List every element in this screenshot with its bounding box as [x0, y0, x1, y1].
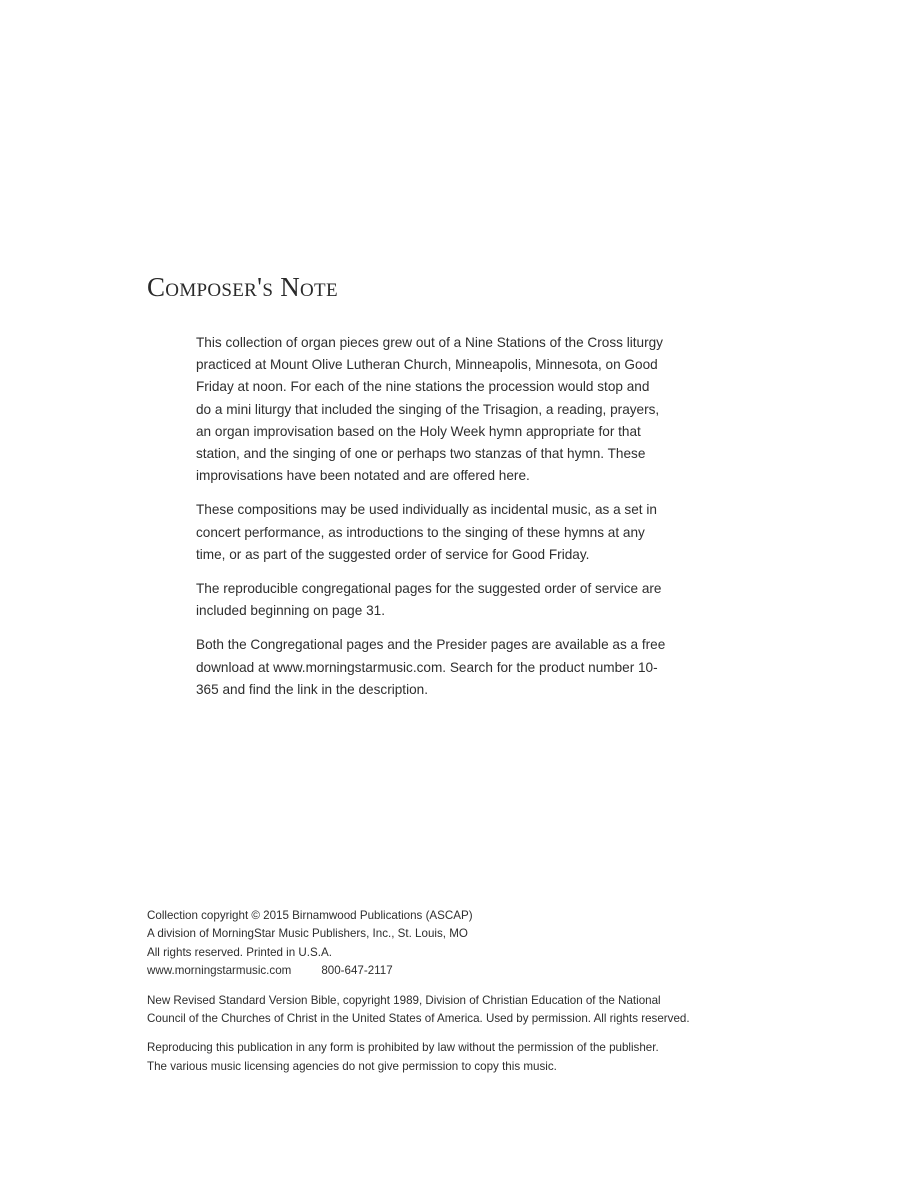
publisher-info: [147, 907, 847, 981]
note-paragraph-3: The reproducible congregational pages for the suggested order of service are included beginning on page 31.: [196, 581, 662, 619]
bible-line-2: Council of the Churches of Christ in the United States of America. Used by permission. All rights reserved.: [147, 1012, 690, 1026]
bible-permission: [147, 992, 847, 1029]
reproduction-warning: [147, 1039, 847, 1076]
rights-line: All rights reserved. Printed in U.S.A.: [147, 945, 332, 959]
note-paragraph-4: Both the Congregational pages and the Presider pages are available as a free download at www.morningstarmusic.com. Search for the product number 10-365 and find the link in the description.: [196, 637, 666, 697]
warning-line-1: Reproducing this publication in any form is prohibited by law without the permission of the publisher.: [147, 1041, 659, 1055]
division-line: A division of MorningStar Music Publishers, Inc., St. Louis, MO: [147, 927, 468, 941]
composers-note-body: [196, 332, 666, 713]
phone-number: 800-647-2117: [321, 964, 393, 978]
page-title: Composer's Note: [147, 272, 338, 302]
website-text: www.morningstarmusic.com: [147, 964, 292, 978]
warning-line-2: The various music licensing agencies do not give permission to copy this music.: [147, 1059, 557, 1073]
contact-line: [147, 962, 847, 980]
note-paragraph-1: This collection of organ pieces grew out of a Nine Stations of the Cross liturgy practiced at Mount Olive Lutheran Church, Minneapolis, Minnesota, on Good Friday at noon. For each of the nine stations the procession would stop and do a mini liturgy that included the singing of the Trisagion, a reading, prayers, an organ improvisation based on the Holy Week hymn appropriate for that station, and the singing of one or perhaps two stanzas of that hymn. These improvisations have been notated and are offered here.: [196, 335, 663, 484]
copyright-line: Collection copyright © 2015 Birnamwood Publications (ASCAP): [147, 909, 473, 922]
colophon: [147, 907, 847, 1087]
bible-line-1: New Revised Standard Version Bible, copyright 1989, Division of Christian Education of the National: [147, 993, 661, 1007]
note-paragraph-2: These compositions may be used individually as incidental music, as a set in concert performance, as introductions to the singing of these hymns at any time, or as part of the suggested order of service for Good Friday.: [196, 502, 657, 562]
